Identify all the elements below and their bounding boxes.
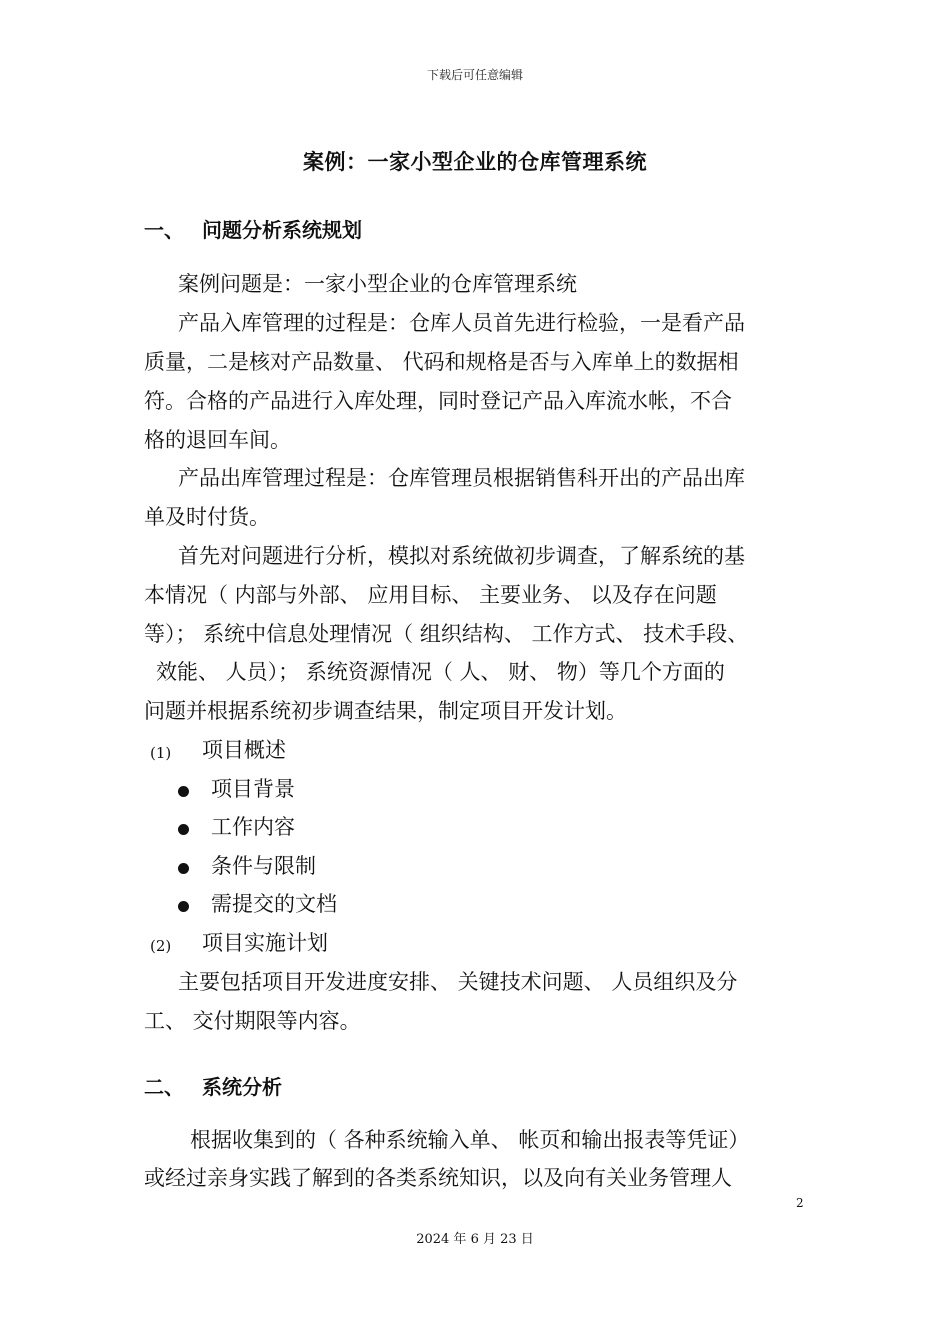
- section-1-title: 问题分析系统规划: [202, 218, 362, 242]
- paragraph-line: 格的退回车间。: [144, 428, 291, 452]
- bullet-dot-icon: [178, 901, 189, 912]
- section-1-number: 一、: [144, 218, 184, 242]
- footer-date: 2024 年 6 月 23 日: [416, 1232, 534, 1247]
- bullet-item: 需提交的文档: [211, 892, 337, 916]
- paragraph-line: 工、 交付期限等内容。: [144, 1009, 361, 1033]
- paragraph-line: 主要包括项目开发进度安排、 关键技术问题、 人员组织及分: [178, 970, 738, 994]
- bullet-dot-icon: [178, 863, 189, 874]
- paragraph-line: 单及时付货。: [144, 505, 270, 529]
- bullet-dot-icon: [178, 786, 189, 797]
- paragraph-line: 产品出库管理过程是：仓库管理员根据销售科开出的产品出库: [178, 466, 745, 490]
- list-number: (2): [150, 937, 172, 955]
- paragraph-line: 首先对问题进行分析，模拟对系统做初步调查，了解系统的基: [178, 544, 745, 568]
- bullet-item: 条件与限制: [211, 854, 316, 878]
- bullet-item: 工作内容: [211, 815, 295, 839]
- paragraph-line: 产品入库管理的过程是：仓库人员首先进行检验，一是看产品: [178, 311, 745, 335]
- section-2-title: 系统分析: [202, 1075, 282, 1099]
- page-number: 2: [796, 1196, 804, 1210]
- paragraph-line: 或经过亲身实践了解到的各类系统知识，以及向有关业务管理人: [144, 1166, 732, 1190]
- paragraph-line: 根据收集到的（ 各种系统输入单、 帐页和输出报表等凭证）: [190, 1128, 750, 1152]
- list-item-label: 项目实施计划: [202, 931, 328, 955]
- list-item-label: 项目概述: [202, 738, 286, 762]
- paragraph-line: 效能、 人员）； 系统资源情况（ 人、 财、 物）等几个方面的: [156, 660, 725, 684]
- bullet-item: 项目背景: [211, 777, 295, 801]
- bullet-dot-icon: [178, 824, 189, 835]
- paragraph-line: 等）； 系统中信息处理情况（ 组织结构、 工作方式、 技术手段、: [144, 622, 749, 646]
- paragraph-line: 符。合格的产品进行入库处理，同时登记产品入库流水帐，不合: [144, 389, 732, 413]
- document-title: 案例：一家小型企业的仓库管理系统: [303, 150, 647, 174]
- header-note: 下载后可任意编辑: [426, 68, 523, 82]
- paragraph-line: 本情况（ 内部与外部、 应用目标、 主要业务、 以及存在问题: [144, 583, 717, 607]
- paragraph-line: 问题并根据系统初步调查结果，制定项目开发计划。: [144, 699, 627, 723]
- paragraph-line: 案例问题是：一家小型企业的仓库管理系统: [178, 272, 577, 296]
- paragraph-line: 质量，二是核对产品数量、 代码和规格是否与入库单上的数据相: [144, 350, 739, 374]
- section-2-number: 二、: [144, 1075, 184, 1099]
- list-number: (1): [150, 744, 172, 762]
